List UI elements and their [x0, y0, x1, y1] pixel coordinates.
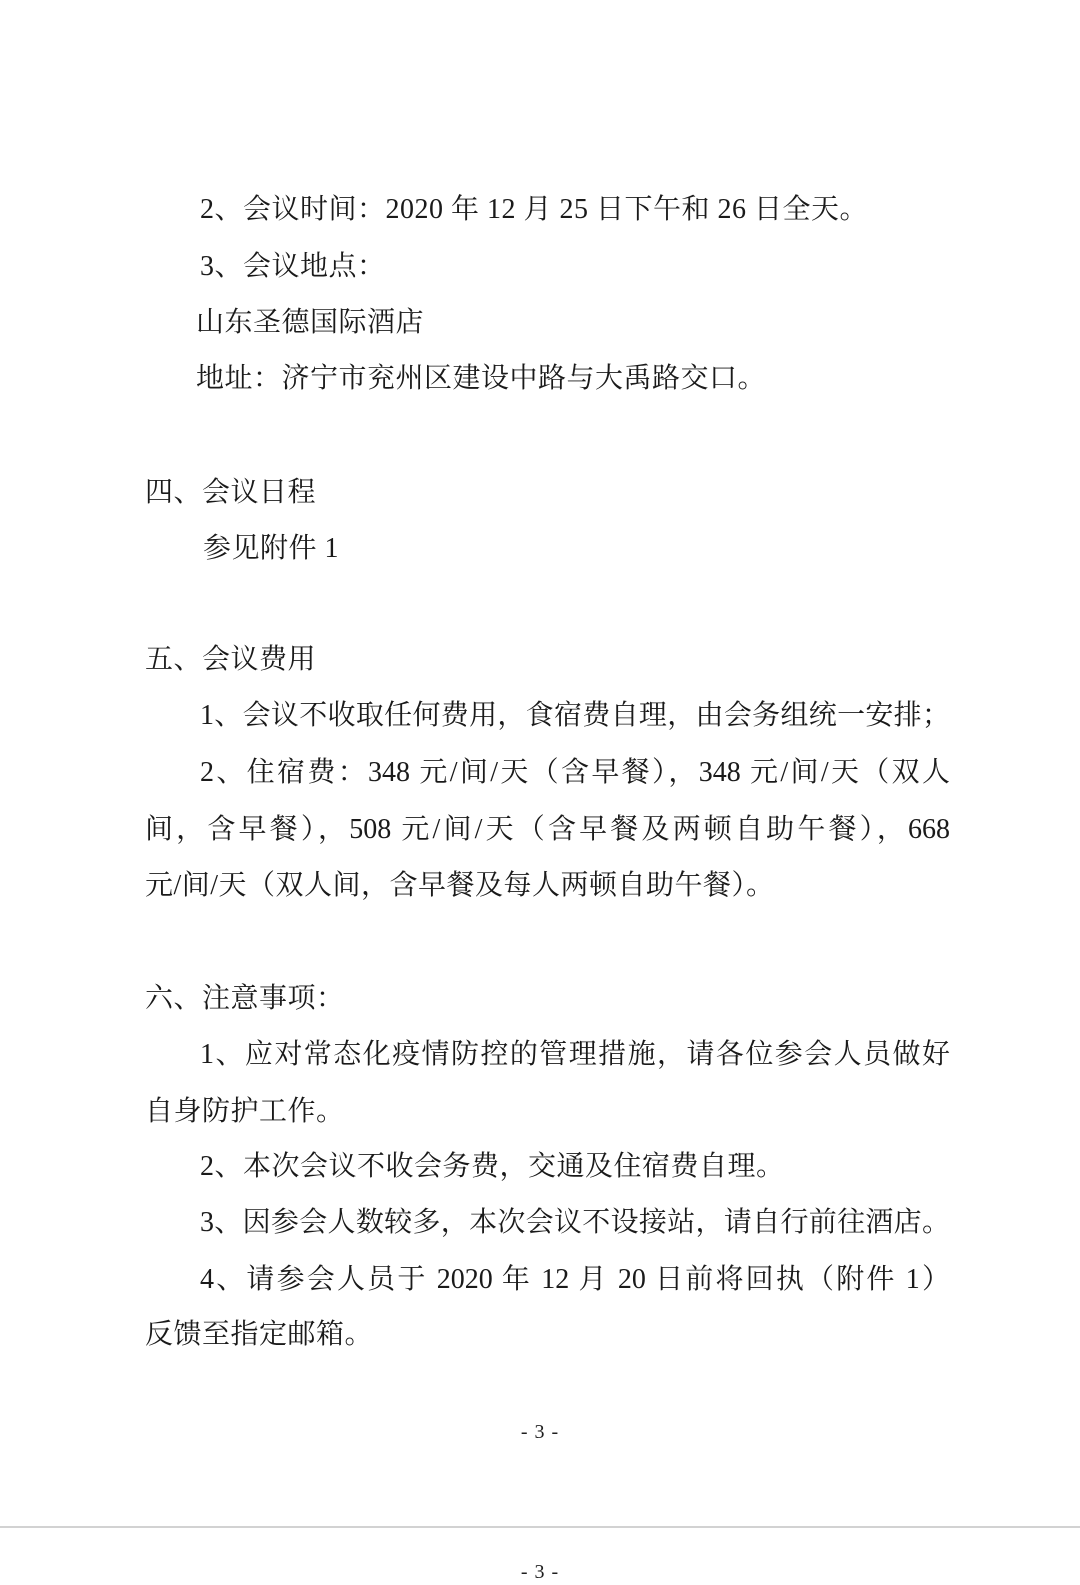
page-number-footer: - 3 -	[520, 1421, 560, 1443]
doc-line-note-3: 3、因参会人数较多，本次会议不设接站，请自行前往酒店。	[200, 1207, 950, 1238]
doc-line-note-1b: 自身防护工作。	[145, 1096, 345, 1127]
doc-line-meeting-time: 2、会议时间：2020 年 12 月 25 日下午和 26 日全天。	[200, 194, 869, 225]
doc-line-see-attachment: 参见附件 1	[203, 533, 340, 564]
doc-line-note-4a: 4、请参会人员于 2020 年 12 月 20 日前将回执（附件 1）	[200, 1264, 950, 1295]
doc-line-note-4b: 反馈至指定邮箱。	[145, 1319, 374, 1350]
section-heading-agenda: 四、会议日程	[145, 477, 317, 508]
section-heading-fees: 五、会议费用	[145, 644, 317, 675]
page-number-next-page: - 3 -	[520, 1561, 560, 1583]
doc-line-fee-item-2c: 元/间/天（双人间，含早餐及每人两顿自助午餐）。	[145, 870, 775, 901]
doc-line-note-2: 2、本次会议不收会务费，交通及住宿费自理。	[200, 1151, 785, 1182]
doc-line-note-1a: 1、应对常态化疫情防控的管理措施，请各位参会人员做好	[200, 1039, 950, 1070]
doc-line-fee-item-1: 1、会议不收取任何费用，食宿费自理，由会务组统一安排；	[200, 700, 950, 731]
doc-line-meeting-place-label: 3、会议地点：	[200, 251, 386, 282]
section-heading-notes: 六、注意事项：	[145, 983, 345, 1014]
doc-line-fee-item-2a: 2、住宿费：348 元/间/天（含早餐），348 元/间/天（双人	[200, 757, 950, 788]
doc-line-hotel-address: 地址：济宁市兖州区建设中路与大禹路交口。	[196, 363, 767, 394]
doc-line-hotel-name: 山东圣德国际酒店	[196, 307, 425, 338]
doc-line-fee-item-2b: 间，含早餐），508 元/间/天（含早餐及两顿自助午餐），668	[145, 814, 950, 845]
page-separator-line	[0, 1526, 1080, 1528]
